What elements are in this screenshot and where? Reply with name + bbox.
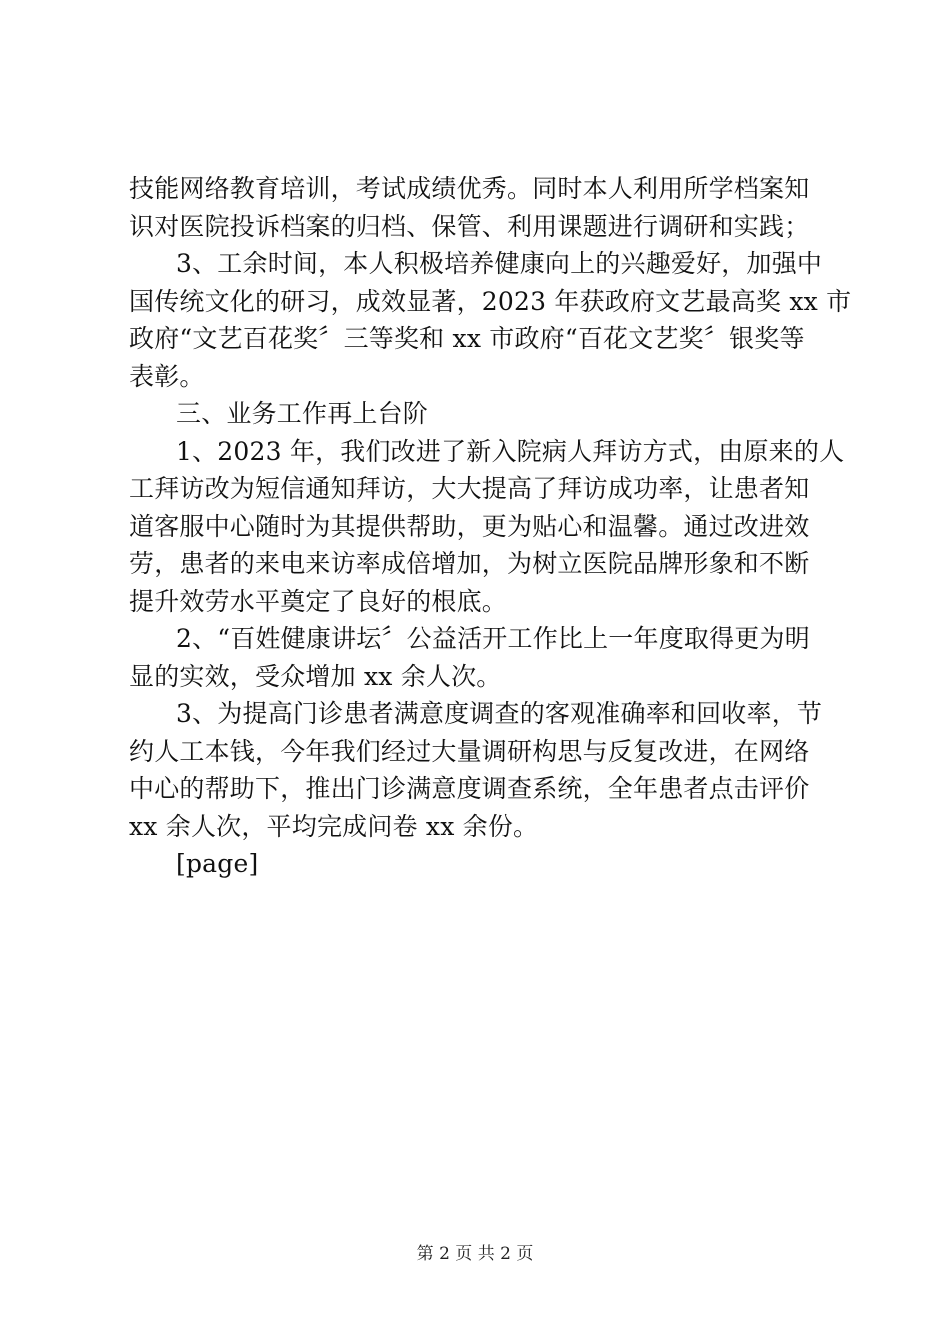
body-line: 识对医院投诉档案的归档、保管、利用课题进行调研和实践；	[129, 211, 810, 241]
body-line: 约人工本钱，今年我们经过大量调研构思与反复改进，在网络	[129, 736, 810, 766]
body-line: 工拜访改为短信通知拜访，大大提高了拜访成功率，让患者知	[129, 474, 810, 503]
body-line: 技能网络教育培训，考试成绩优秀。同时本人利用所学档案知	[129, 174, 810, 203]
body-line: 显的实效，受众增加 xx 余人次。	[129, 661, 502, 691]
body-line: 3、为提高门诊患者满意度调查的客观准确率和回收率，节	[176, 699, 823, 728]
body-line: 3、工余时间，本人积极培养健康向上的兴趣爱好，加强中	[176, 249, 823, 278]
body-line: 2、“百姓健康讲坛〞公益活开工作比上一年度取得更为明	[176, 624, 810, 653]
document-body	[129, 170, 852, 883]
body-line: 道客服中心随时为其提供帮助，更为贴心和温馨。通过改进效	[129, 511, 810, 541]
body-line: 劳，患者的来电来访率成倍增加，为树立医院品牌形象和不断	[129, 549, 810, 578]
body-line: xx 余人次，平均完成问卷 xx 余份。	[129, 811, 539, 841]
body-line: 国传统文化的研习，成效显著，2023 年获政府文艺最高奖 xx 市	[129, 286, 852, 316]
page-break-marker: [page]	[176, 849, 259, 878]
body-line: 表彰。	[129, 361, 205, 391]
section-heading: 三、业务工作再上台阶	[176, 399, 429, 428]
body-line: 中心的帮助下，推出门诊满意度调查系统，全年患者点击评价	[129, 774, 810, 803]
page-number-footer: 第 2 页 共 2 页	[416, 1244, 534, 1264]
body-line: 政府“文艺百花奖〞三等奖和 xx 市政府“百花文艺奖〞银奖等	[129, 324, 805, 353]
body-line: 1、2023 年，我们改进了新入院病人拜访方式，由原来的人	[176, 436, 845, 466]
body-line: 提升效劳水平奠定了良好的根底。	[129, 586, 508, 616]
